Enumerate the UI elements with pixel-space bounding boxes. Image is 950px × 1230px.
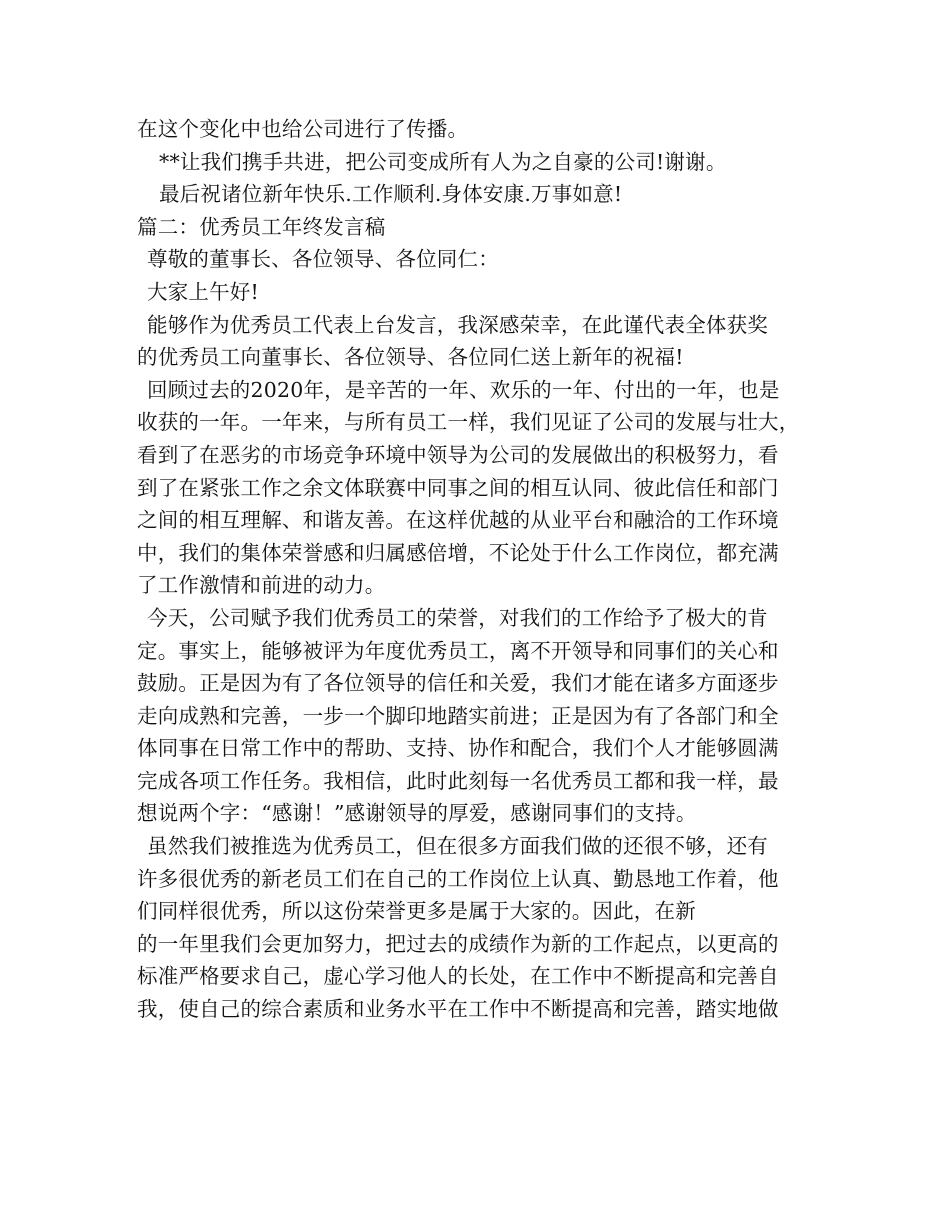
text-line: 完成各项工作任务。我相信，此时此刻每一名优秀员工都和我一样，最 — [137, 768, 779, 793]
text-line: 中，我们的集体荣誉感和归属感倍增，不论处于什么工作岗位，都充满 — [137, 540, 779, 565]
text-line: 我，使自己的综合素质和业务水平在工作中不断提高和完善，踏实地做 — [137, 997, 779, 1022]
text-line: 今天，公司赋予我们优秀员工的荣誉，对我们的工作给予了极大的肯 — [147, 605, 768, 630]
text-line: 大家上午好! — [147, 279, 259, 304]
text-line: 的优秀员工向董事长、各位领导、各位同仁送上新年的祝福! — [137, 345, 684, 370]
text-line: 们同样很优秀，所以这份荣誉更多是属于大家的。因此，在新 — [137, 899, 696, 924]
text-line: 虽然我们被推选为优秀员工，但在很多方面我们做的还很不够，还有 — [147, 834, 768, 859]
text-line: 鼓励。正是因为有了各位领导的信任和关爱，我们才能在诸多方面逐步 — [137, 671, 779, 696]
text-line: 在这个变化中也给公司进行了传播。 — [137, 117, 469, 141]
text-line: 标准严格要求自己，虚心学习他人的长处，在工作中不断提高和完善自 — [137, 964, 779, 989]
text-line: 之间的相互理解、和谐友善。在这样优越的从业平台和融洽的工作环境 — [137, 508, 779, 533]
text-line: 到了在紧张工作之余文体联赛中同事之间的相互认同、彼此信任和部门 — [137, 475, 779, 500]
text-line: 体同事在日常工作中的帮助、支持、协作和配合，我们个人才能够圆满 — [137, 736, 779, 761]
text-line: 许多很优秀的新老员工们在自己的工作岗位上认真、勤恳地工作着，他 — [137, 866, 779, 891]
text-line: 回顾过去的2020年，是辛苦的一年、欢乐的一年、付出的一年，也是 — [147, 377, 780, 402]
text-line: 能够作为优秀员工代表上台发言，我深感荣幸，在此谨代表全体获奖 — [147, 312, 768, 337]
text-line: **让我们携手共进，把公司变成所有人为之自豪的公司!谢谢。 — [159, 149, 727, 174]
text-line: 看到了在恶劣的市场竞争环境中领导为公司的发展做出的积极努力，看 — [137, 442, 779, 467]
document-body — [137, 113, 827, 1026]
text-line: 了工作激情和前进的动力。 — [137, 573, 386, 598]
text-line: 定。事实上，能够被评为年度优秀员工，离不开领导和同事们的关心和 — [137, 638, 779, 663]
text-line: 想说两个字：“感谢！”感谢领导的厚爱，感谢同事们的支持。 — [137, 801, 697, 826]
text-line: 走向成熟和完善，一步一个脚印地踏实前进；正是因为有了各部门和全 — [137, 703, 779, 728]
text-line: 收获的一年。一年来，与所有员工一样，我们见证了公司的发展与壮大， — [137, 410, 800, 435]
text-line: 的一年里我们会更加努力，把过去的成绩作为新的工作起点，以更高的 — [137, 931, 779, 956]
text-line: 尊敬的董事长、各位领导、各位同仁： — [147, 247, 499, 272]
text-line: 最后祝诸位新年快乐.工作顺利.身体安康.万事如意! — [159, 182, 623, 207]
text-line: 篇二：优秀员工年终发言稿 — [137, 214, 386, 239]
